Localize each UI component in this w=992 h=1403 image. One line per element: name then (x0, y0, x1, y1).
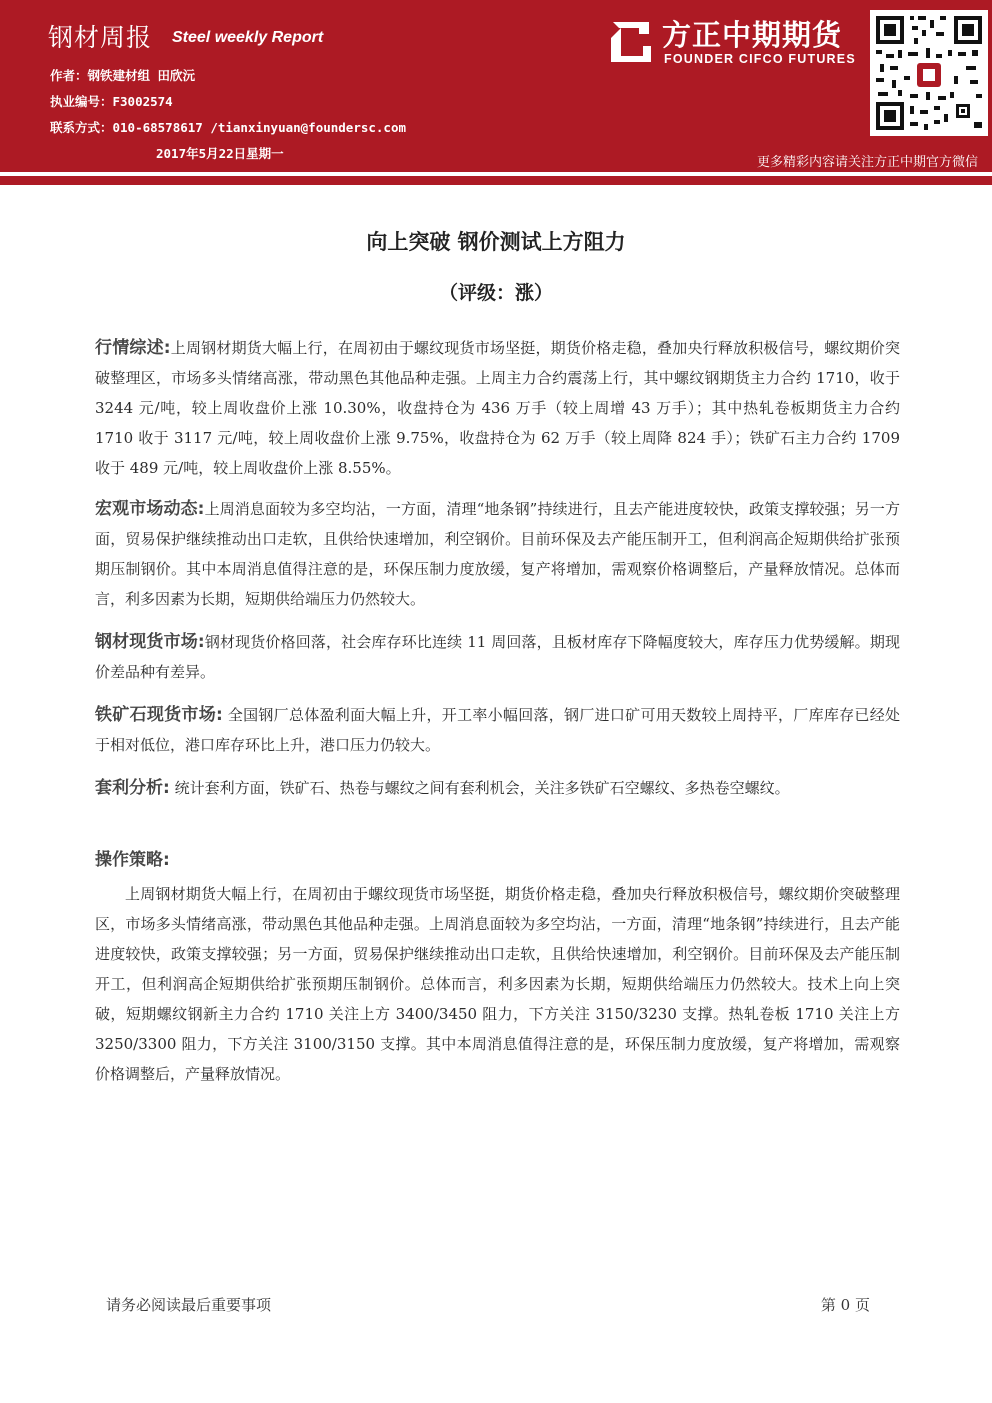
follow-wechat-text: 更多精彩内容请关注方正中期官方微信 (756, 155, 978, 170)
section-market-overview (95, 333, 900, 483)
section-arbitrage (95, 773, 900, 803)
section-macro (95, 494, 900, 614)
header-divider (0, 176, 992, 185)
section-heading: 铁矿石现货市场: (95, 705, 223, 725)
section-body: 统计套利方面，铁矿石、热卷与螺纹之间有套利机会，关注多铁矿石空螺纹、多热卷空螺纹。 (169, 779, 790, 797)
section-heading: 钢材现货市场: (95, 632, 205, 652)
section-body: 上周消息面较为多空均沾，一方面，清理“地条钢”持续进行，且去产能进度较快，政策支撑较强；另一方面，贸易保护继续推动出口走软，且供给快速增加，利空钢价。目前环保及去产能压制开工，但利润高企短期供给扩张预期压制钢价。其中本周消息值得注意的是，环保压制力度放缓，复产将增加，需观察价格调整后，产量释放情况。总体而言，利多因素为长期，短期供给端压力仍然较大。 (95, 500, 900, 608)
report-title: 向上突破 钢价测试上方阻力 (366, 230, 626, 254)
author-line: 作者：钢铁建材组 田欣沅 (50, 68, 196, 83)
section-heading: 行情综述: (95, 338, 171, 358)
section-iron-ore-spot (95, 700, 900, 760)
section-body: 上周钢材期货大幅上行，在周初由于螺纹现货市场坚挺，期货价格走稳，叠加央行释放积极信号，螺纹期价突破整理区，市场多头情绪高涨，带动黑色其他品种走强。上周主力合约震荡上行，其中螺纹钢期货主力合约 1710，收于 3244 元/吨，较上周收盘价上涨 10.30%，收盘持仓为 436 万手（较上周增 43 万手）；其中热轧卷板期货主力合约 1710 收于 3117 元/吨，较上周收盘价上涨 9.75%，收盘持仓为 62 万手（较上周降 824 手）；铁矿石主力合约 1709 收于 489 元/吨，较上周收盘价上涨 8.55%。 (95, 339, 900, 477)
page-number: 第 0 页 (820, 1296, 870, 1314)
section-body: 钢材现货价格回落，社会库存环比连续 11 周回落，且板材库存下降幅度较大，库存压力优势缓解。期现价差品种有差异。 (95, 633, 900, 681)
report-series-title-en: Steel weekly Report (172, 29, 324, 46)
date-line: 2017年5月22日星期一 (156, 146, 284, 161)
section-steel-spot (95, 627, 900, 687)
section-heading: 宏观市场动态: (95, 499, 205, 519)
section-heading: 套利分析: (95, 778, 170, 798)
company-name-en: FOUNDER CIFCO FUTURES (664, 52, 856, 66)
footer-notice: 请务必阅读最后重要事项 (106, 1296, 272, 1314)
report-header (0, 0, 992, 172)
report-rating: （评级：涨） (438, 282, 553, 304)
company-name-cn: 方正中期期货 (662, 18, 843, 52)
strategy-body: 上周钢材期货大幅上行，在周初由于螺纹现货市场坚挺，期货价格走稳，叠加央行释放积极信号，螺纹期价突破整理区，市场多头情绪高涨，带动黑色其他品种走强。上周消息面较为多空均沾，一方面，清理“地条钢”持续进行，且去产能进度较快，政策支撑较强；另一方面，贸易保护继续推动出口走软，且供给快速增加，利空钢价。目前环保及去产能压制开工，但利润高企短期供给扩张预期压制钢价。总体而言，利多因素为长期，短期供给端压力仍然较大。技术上向上突破，短期螺纹钢新主力合约 1710 关注上方 3400/3450 阻力，下方关注 3150/3230 支撑。热轧卷板 1710 关注上方 3250/3300 阻力，下方关注 3100/3150 支撑。其中本周消息值得注意的是，环保压制力度放缓，复产将增加，需观察价格调整后，产量释放情况。 (95, 885, 900, 1083)
license-line: 执业编号：F3002574 (50, 94, 173, 109)
section-body: 全国钢厂总体盈利面大幅上升，开工率小幅回落，钢厂进口矿可用天数较上周持平，厂库库存已经处于相对低位，港口库存环比上升，港口压力仍较大。 (95, 706, 900, 754)
wechat-qr-code-icon (870, 10, 988, 136)
contact-line: 联系方式：010-68578617 /tianxinyuan@foundersc.com (50, 120, 406, 135)
report-series-title: 钢材周报 (48, 23, 153, 52)
strategy-heading: 操作策略: (95, 850, 170, 870)
company-logo-icon (609, 20, 653, 64)
